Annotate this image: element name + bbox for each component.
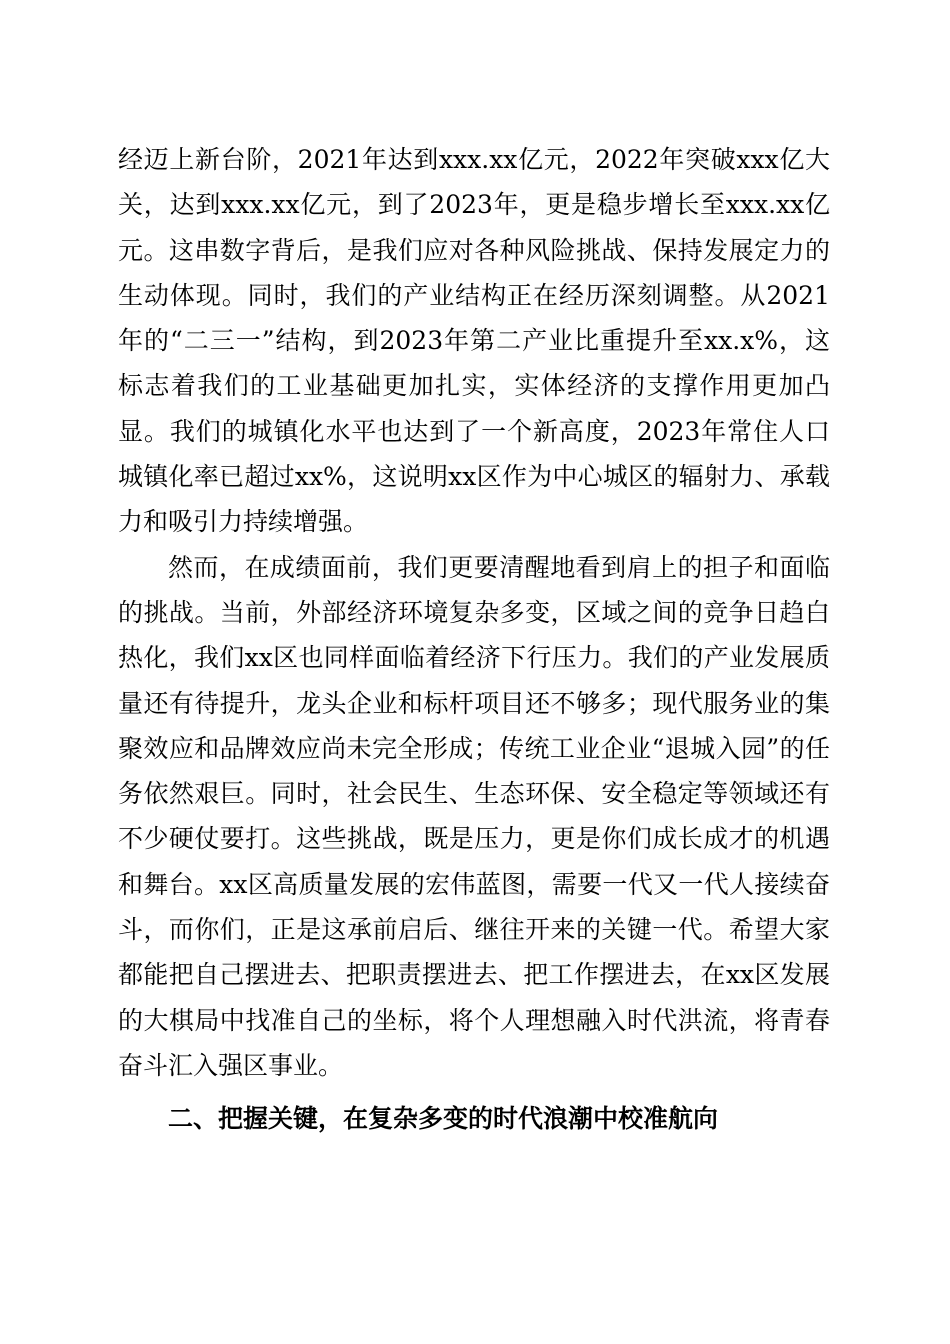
paragraph-2: 然而，在成绩面前，我们更要清醒地看到肩上的担子和面临的挑战。当前，外部经济环境复杂多变，区域之间的竞争日趋白热化，我们xx区也同样面临着经济下行压力。我们的产业发展质量还有待提升，龙头企业和标杆项目还不够多；现代服务业的集聚效应和品牌效应尚未完全形成；传统工业企业“退城入园”的任务依然艰巨。同时，社会民生、生态环保、安全稳定等领域还有不少硬仗要打。这些挑战，既是压力，更是你们成长成才的机遇和舞台。xx区高质量发展的宏伟蓝图，需要一代又一代人接续奋斗，而你们，正是这承前启后、继往开来的关键一代。希望大家都能把自己摆进去、把职责摆进去、把工作摆进去，在xx区发展的大棋局中找准自己的坐标，将个人理想融入时代洪流，将青春奋斗汇入强区事业。: [118, 552, 830, 1080]
section-heading: 二、把握关键，在复杂多变的时代浪潮中校准航向: [168, 1104, 719, 1134]
document-body: [118, 137, 830, 1142]
paragraph-1: 经迈上新台阶，2021年达到xxx.xx亿元，2022年突破xxx亿大关，达到xxx.xx亿元，到了2023年，更是稳步增长至xxx.xx亿元。这串数字背后，是我们应对各种风险挑战、保持发展定力的生动体现。同时，我们的产业结构正在经历深刻调整。从2021年的“二三一”结构，到2023年第二产业比重提升至xx.x%，这标志着我们的工业基础更加扎实，实体经济的支撑作用更加凸显。我们的城镇化水平也达到了一个新高度，2023年常住人口城镇化率已超过xx%，这说明xx区作为中心城区的辐射力、承载力和吸引力持续增强。: [118, 145, 830, 537]
